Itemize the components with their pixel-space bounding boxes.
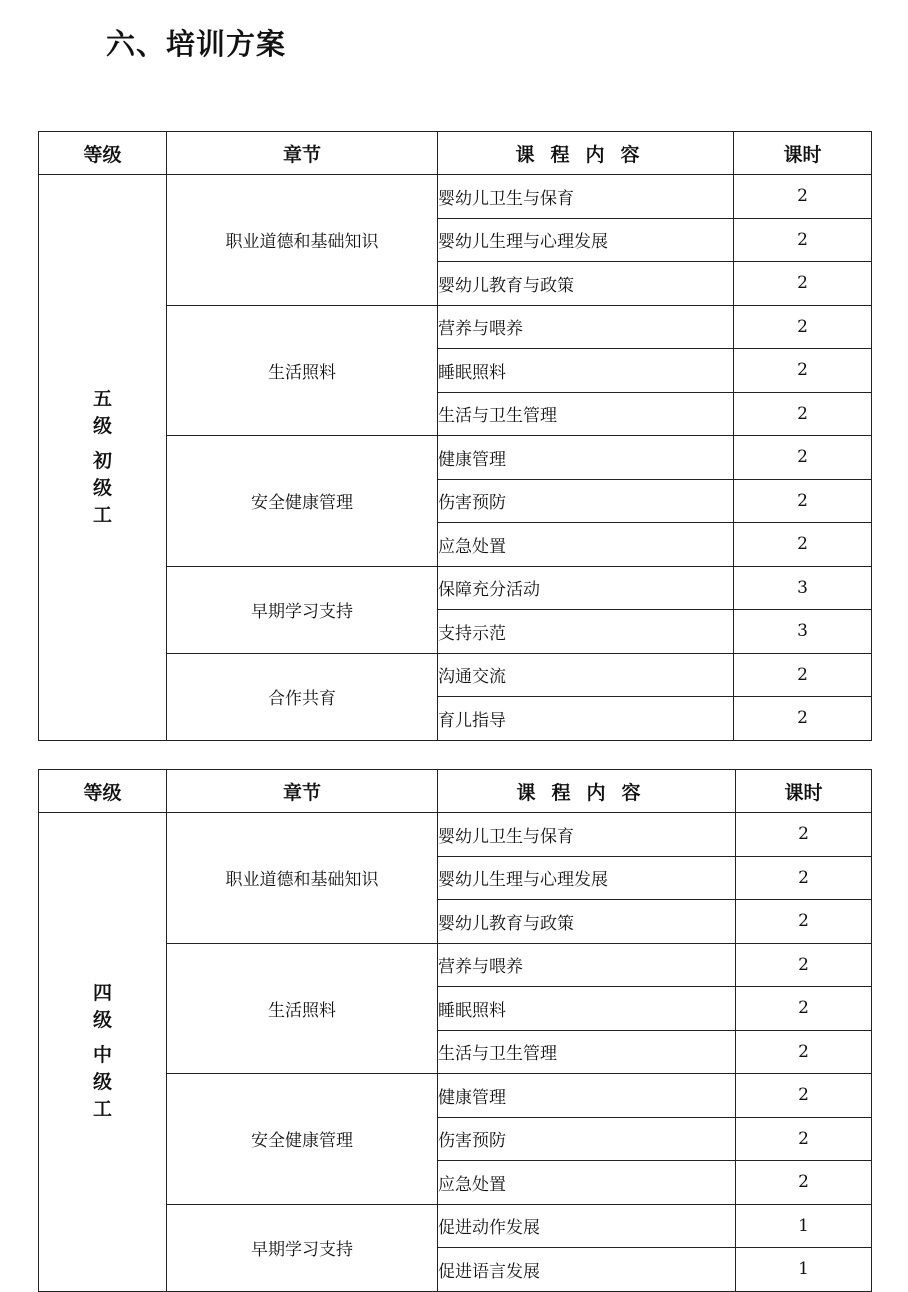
table-row xyxy=(39,813,872,857)
hours-cell: 2 xyxy=(736,813,872,857)
chapter-cell: 早期学习支持 xyxy=(167,1204,438,1291)
course-cell: 婴幼儿教育与政策 xyxy=(438,900,736,944)
hours-cell: 1 xyxy=(736,1248,872,1292)
hours-cell: 2 xyxy=(736,856,872,900)
level-char: 工 xyxy=(92,503,112,526)
course-cell: 营养与喂养 xyxy=(438,943,736,987)
hours-cell: 2 xyxy=(734,175,872,219)
course-cell: 健康管理 xyxy=(438,436,734,480)
level-char: 级 xyxy=(92,414,112,437)
level-char: 五 xyxy=(92,387,112,410)
hours-cell: 2 xyxy=(734,349,872,393)
level-char: 中 xyxy=(92,1044,112,1067)
chapter-cell: 职业道德和基础知识 xyxy=(167,175,438,306)
hours-cell: 3 xyxy=(734,566,872,610)
course-cell: 育儿指导 xyxy=(438,697,734,741)
level-char: 初 xyxy=(92,449,112,472)
header-chapter: 章节 xyxy=(167,132,438,175)
chapter-cell: 早期学习支持 xyxy=(167,566,438,653)
hours-cell: 2 xyxy=(734,218,872,262)
hours-cell: 2 xyxy=(734,479,872,523)
chapter-cell: 安全健康管理 xyxy=(167,436,438,567)
hours-cell: 1 xyxy=(736,1204,872,1248)
course-cell: 婴幼儿生理与心理发展 xyxy=(438,218,734,262)
course-cell: 健康管理 xyxy=(438,1074,736,1118)
hours-cell: 2 xyxy=(734,697,872,741)
course-cell: 促进语言发展 xyxy=(438,1248,736,1292)
hours-cell: 2 xyxy=(734,262,872,306)
header-course: 课程内容 xyxy=(438,770,736,813)
table-header-row xyxy=(39,132,872,175)
level-char: 级 xyxy=(92,1071,112,1094)
level-char: 级 xyxy=(92,1009,112,1032)
table-row xyxy=(39,175,872,219)
level-char: 四 xyxy=(92,982,112,1005)
hours-cell: 2 xyxy=(736,987,872,1031)
chapter-cell: 生活照料 xyxy=(167,943,438,1074)
hours-cell: 2 xyxy=(736,943,872,987)
level-cell xyxy=(39,175,167,741)
course-cell: 保障充分活动 xyxy=(438,566,734,610)
header-level: 等级 xyxy=(39,132,167,175)
header-chapter: 章节 xyxy=(167,770,438,813)
level-char: 级 xyxy=(92,476,112,499)
chapter-cell: 安全健康管理 xyxy=(167,1074,438,1205)
course-cell: 睡眠照料 xyxy=(438,349,734,393)
hours-cell: 2 xyxy=(734,436,872,480)
course-cell: 婴幼儿生理与心理发展 xyxy=(438,856,736,900)
hours-cell: 2 xyxy=(736,900,872,944)
course-cell: 应急处置 xyxy=(438,1161,736,1205)
course-cell: 伤害预防 xyxy=(438,479,734,523)
hours-cell: 2 xyxy=(734,653,872,697)
course-cell: 婴幼儿教育与政策 xyxy=(438,262,734,306)
training-table-level-4 xyxy=(38,769,872,1292)
hours-cell: 2 xyxy=(734,392,872,436)
page-title: 六、培训方案 xyxy=(106,27,287,61)
header-level: 等级 xyxy=(39,770,167,813)
course-cell: 婴幼儿卫生与保育 xyxy=(438,175,734,219)
course-cell: 伤害预防 xyxy=(438,1117,736,1161)
hours-cell: 2 xyxy=(736,1074,872,1118)
table-header-row xyxy=(39,770,872,813)
course-cell: 促进动作发展 xyxy=(438,1204,736,1248)
hours-cell: 2 xyxy=(734,523,872,567)
header-course: 课程内容 xyxy=(438,132,734,175)
hours-cell: 2 xyxy=(736,1117,872,1161)
training-table-level-5 xyxy=(38,131,872,741)
chapter-cell: 职业道德和基础知识 xyxy=(167,813,438,944)
course-cell: 沟通交流 xyxy=(438,653,734,697)
header-hours: 课时 xyxy=(734,132,872,175)
level-cell xyxy=(39,813,167,1292)
course-cell: 睡眠照料 xyxy=(438,987,736,1031)
chapter-cell: 生活照料 xyxy=(167,305,438,436)
course-cell: 支持示范 xyxy=(438,610,734,654)
header-hours: 课时 xyxy=(736,770,872,813)
hours-cell: 2 xyxy=(734,305,872,349)
hours-cell: 2 xyxy=(736,1030,872,1074)
hours-cell: 2 xyxy=(736,1161,872,1205)
course-cell: 应急处置 xyxy=(438,523,734,567)
course-cell: 生活与卫生管理 xyxy=(438,1030,736,1074)
course-cell: 营养与喂养 xyxy=(438,305,734,349)
course-cell: 生活与卫生管理 xyxy=(438,392,734,436)
hours-cell: 3 xyxy=(734,610,872,654)
level-char: 工 xyxy=(92,1098,112,1121)
course-cell: 婴幼儿卫生与保育 xyxy=(438,813,736,857)
chapter-cell: 合作共育 xyxy=(167,653,438,740)
